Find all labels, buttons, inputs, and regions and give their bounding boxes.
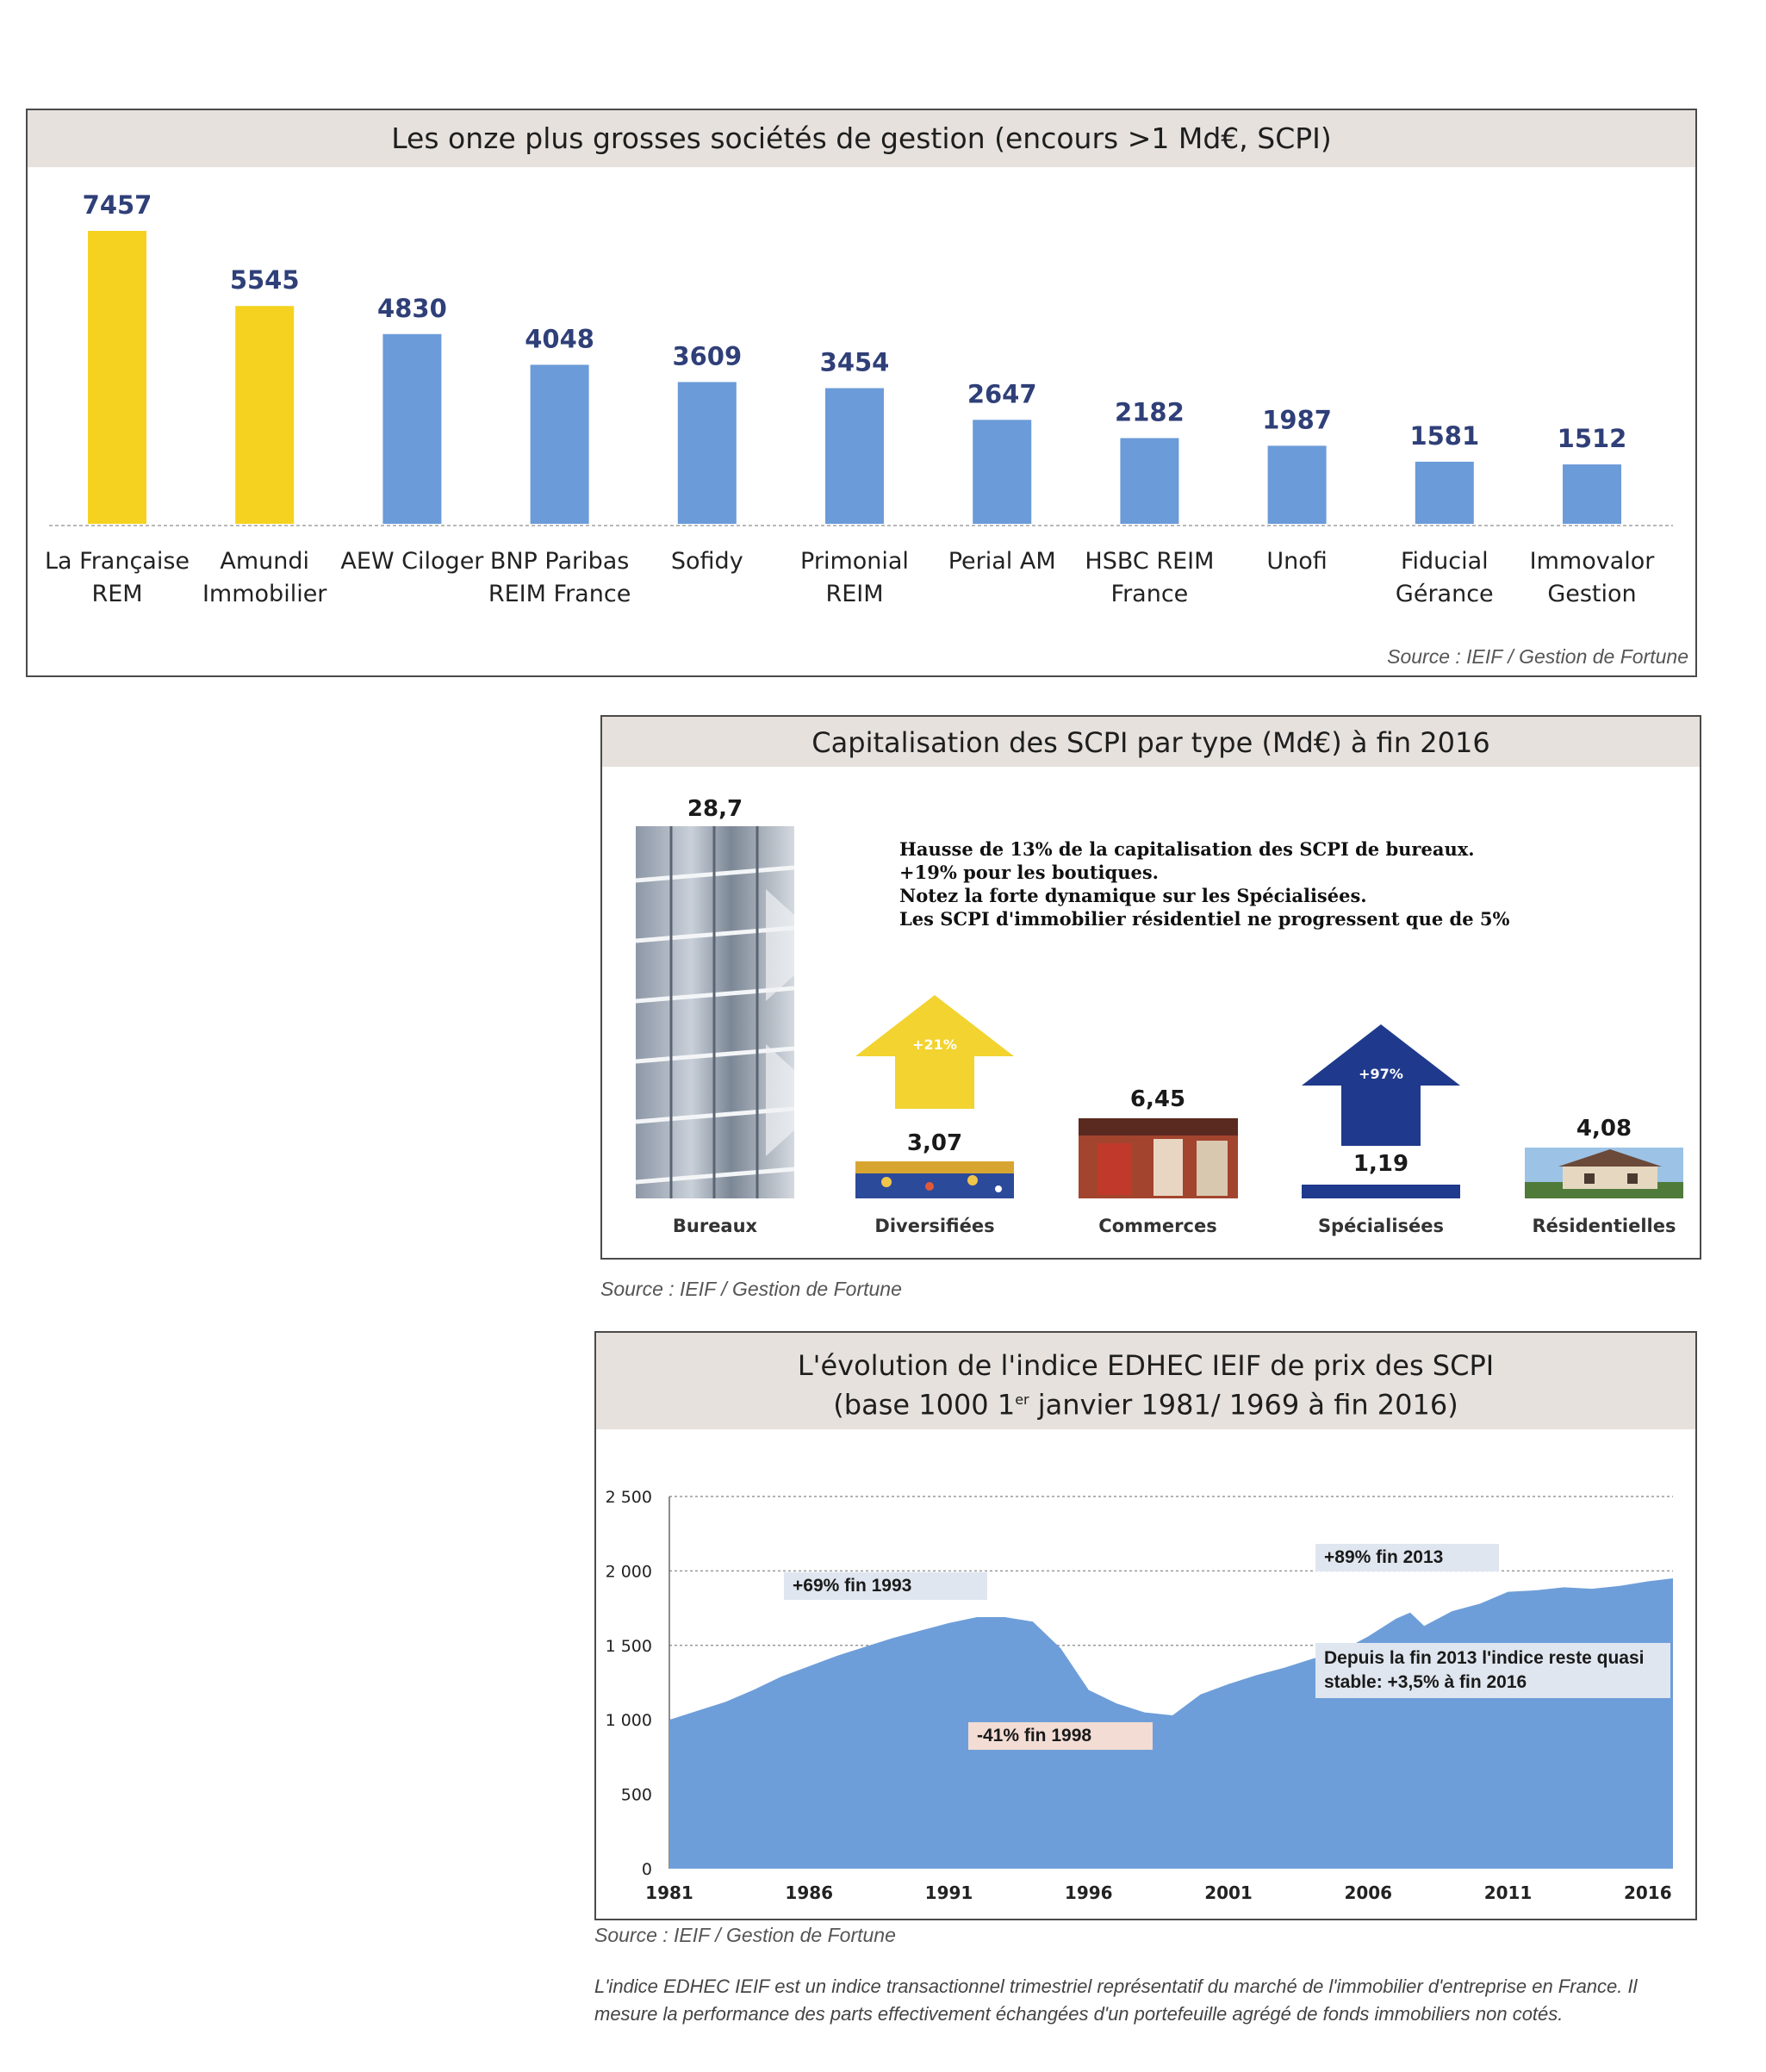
annotation-2016	[1315, 1643, 1670, 1698]
annotation-2016-line-2: stable: +3,5% à fin 2016	[1324, 1672, 1527, 1692]
capitalisation-value-label: 4,08	[1576, 1116, 1632, 1142]
bar-value-label: 3454	[819, 347, 890, 377]
bar-value-label: 3609	[672, 341, 743, 371]
note-line-1: Hausse de 13% de la capitalisation des SCPI de bureaux.	[899, 838, 1475, 860]
y-tick-label: 0	[641, 1860, 652, 1879]
managers-chart-source: Source : IEIF / Gestion de Fortune	[1387, 645, 1688, 668]
bar-9	[1415, 462, 1474, 524]
capitalisation-value-label: 6,45	[1129, 1086, 1186, 1112]
edhec-footnote	[594, 1973, 1638, 2028]
x-tick-label: 1986	[785, 1882, 834, 1903]
capitalisation-title: Capitalisation des SCPI par type (Md€) à fin 2016	[602, 717, 1700, 767]
index-area-series	[669, 1578, 1673, 1869]
capitalisation-category-label: Résidentielles	[1532, 1216, 1676, 1236]
edhec-area-chart	[596, 1333, 1695, 1919]
capitalisation-labels	[602, 717, 1700, 1258]
bar-value-label: 4830	[377, 293, 447, 323]
capitalisation-category-label: Bureaux	[672, 1216, 758, 1236]
annotation-2016-line-1: Depuis la fin 2013 l'indice reste quasi	[1324, 1648, 1645, 1668]
category-label: Sofidy	[670, 548, 743, 575]
category-label: Fiducial	[1400, 548, 1489, 575]
bar-value-label: 1512	[1557, 424, 1627, 454]
bar-1	[235, 306, 294, 524]
category-label: La Française	[44, 548, 190, 575]
y-tick-label: 500	[620, 1785, 652, 1805]
capitalisation-value-label: 1,19	[1352, 1151, 1409, 1177]
footnote-line-2: mesure la performance des parts effectivement échangées d'un portefeuille agrégé de fonds immobiliers non cotés.	[594, 2003, 1564, 2025]
bar-5	[825, 389, 884, 524]
bar-10	[1563, 464, 1621, 524]
bar-8	[1268, 445, 1327, 524]
category-label: Amundi	[220, 548, 310, 575]
annotation-1998: -41% fin 1998	[968, 1722, 1153, 1750]
category-label: Gérance	[1395, 581, 1494, 607]
category-label: Immobilier	[202, 581, 327, 607]
x-tick-label: 2011	[1483, 1882, 1533, 1903]
capitalisation-value-label: 3,07	[906, 1130, 963, 1156]
capitalisation-source: Source : IEIF / Gestion de Fortune	[600, 1278, 902, 1300]
edhec-index-panel	[594, 1331, 1697, 1920]
bar-4	[678, 382, 737, 524]
x-tick-label: 1981	[645, 1882, 693, 1903]
category-label: AEW Ciloger	[340, 548, 484, 575]
x-tick-label: 2016	[1623, 1882, 1672, 1903]
managers-chart-title: Les onze plus grosses sociétés de gestion (encours >1 Md€, SCPI)	[28, 110, 1695, 167]
specialisees-growth-label: +97%	[1359, 1066, 1403, 1082]
bar-0	[88, 231, 146, 524]
capitalisation-category-label: Diversifiées	[874, 1216, 995, 1236]
x-tick-label: 1996	[1064, 1882, 1113, 1903]
edhec-index-source: Source : IEIF / Gestion de Fortune	[594, 1924, 896, 1946]
category-label: REIM France	[488, 581, 631, 607]
y-tick-label: 1 500	[605, 1636, 652, 1656]
bar-2	[382, 334, 441, 524]
category-label: Immovalor	[1529, 548, 1655, 575]
bar-6	[973, 420, 1031, 524]
bar-value-label: 1987	[1262, 405, 1332, 435]
bar-value-label: 7457	[82, 190, 152, 220]
y-tick-label: 1 000	[605, 1711, 652, 1731]
bar-value-label: 2182	[1115, 397, 1185, 427]
x-tick-label: 2006	[1344, 1882, 1393, 1903]
category-label: Perial AM	[948, 548, 1056, 575]
capitalisation-panel	[600, 715, 1701, 1260]
capitalisation-category-label: Commerces	[1098, 1216, 1217, 1236]
bar-value-label: 4048	[525, 324, 594, 354]
managers-bar-chart	[28, 171, 1695, 619]
note-line-4: Les SCPI d'immobilier résidentiel ne progressent que de 5%	[899, 908, 1510, 930]
category-label: HSBC REIM	[1085, 548, 1215, 575]
capitalisation-value-label: 28,7	[687, 796, 743, 822]
bar-value-label: 2647	[967, 379, 1037, 409]
edhec-title-line-1: L'évolution de l'indice EDHEC IEIF de prix des SCPI	[797, 1349, 1495, 1382]
capitalisation-category-label: Spécialisées	[1317, 1216, 1445, 1236]
y-tick-label: 2 000	[605, 1562, 652, 1582]
bar-3	[531, 364, 589, 524]
y-tick-label: 2 500	[605, 1488, 652, 1507]
annotation-1993: +69% fin 1993	[784, 1572, 987, 1600]
category-label: France	[1110, 581, 1189, 607]
note-line-3: Notez la forte dynamique sur les Spécialisées.	[899, 885, 1367, 906]
category-label: Primonial	[800, 548, 909, 575]
managers-chart-panel	[26, 109, 1697, 677]
category-label: REM	[91, 581, 143, 607]
category-label: Gestion	[1547, 581, 1637, 607]
annotation-2013: +89% fin 2013	[1315, 1544, 1499, 1571]
edhec-title-line-2-end: janvier 1981/ 1969 à fin 2016)	[1029, 1388, 1458, 1422]
edhec-title-line-2-start: (base 1000 1	[833, 1388, 1016, 1422]
bar-value-label: 1581	[1409, 420, 1480, 451]
bar-7	[1120, 439, 1178, 524]
bar-value-label: 5545	[229, 265, 300, 296]
edhec-title-superscript: er	[1015, 1391, 1029, 1408]
category-label: BNP Paribas	[489, 548, 630, 575]
category-label: REIM	[825, 581, 884, 607]
category-label: Unofi	[1266, 548, 1328, 575]
x-tick-label: 1991	[924, 1882, 973, 1903]
x-tick-label: 2001	[1204, 1882, 1253, 1903]
note-line-2: +19% pour les boutiques.	[899, 862, 1159, 883]
diversifiees-growth-label: +21%	[912, 1036, 957, 1053]
footnote-line-1: L'indice EDHEC IEIF est un indice transactionnel trimestriel représentatif du marché de l'immobilier d'entreprise en France. Il	[594, 1976, 1638, 1997]
